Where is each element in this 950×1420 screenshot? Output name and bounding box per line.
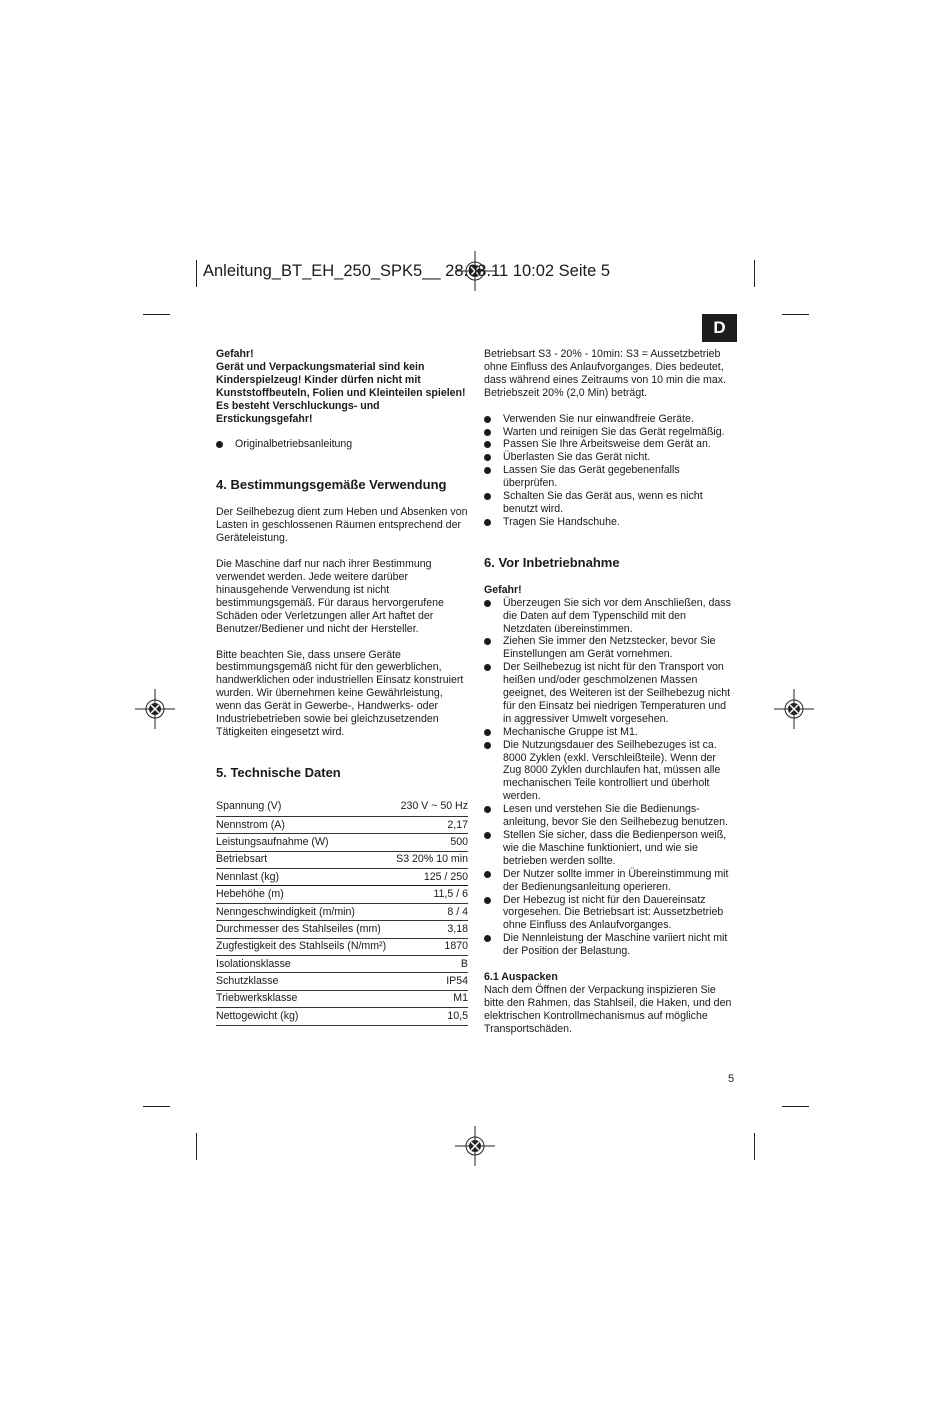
spec-label: Nenngeschwindigkeit (m/min) — [216, 903, 393, 920]
paragraph: Der Seilhebezug dient zum Heben und Absenken von Lasten in geschlossenen Räumen entsprechend der Geräteleistung. — [216, 506, 468, 545]
spec-value: 3,18 — [393, 921, 468, 938]
left-column — [216, 348, 468, 1026]
table-row — [216, 903, 468, 920]
table-row — [216, 869, 468, 886]
table-row — [216, 834, 468, 851]
spec-value: B — [393, 955, 468, 972]
list-item: Warten und reinigen Sie das Gerät regelmäßig. — [484, 426, 736, 439]
list-item: Der Seilhebezug ist nicht für den Transport von heißen und/oder geschmolzenen Massen geeignet, des Weiteren ist der Seilhebezug nicht für den Einsatz bei niedrigen Temperaturen und in aggressiver Umwelt vorgesehen. — [484, 661, 736, 726]
spec-label: Isolationsklasse — [216, 955, 393, 972]
spec-value: 10,5 — [393, 1008, 468, 1025]
spec-label: Hebehöhe (m) — [216, 886, 393, 903]
crop-mark — [143, 314, 170, 315]
subsection-heading: 6.1 Auspacken — [484, 971, 558, 984]
table-row — [216, 886, 468, 903]
warning-title: Gefahr! — [216, 348, 254, 360]
list-item: Schalten Sie das Gerät aus, wenn es nicht benutzt wird. — [484, 490, 736, 516]
section-heading: 4. Bestimmungsgemäße Verwendung — [216, 477, 447, 493]
registration-mark-icon — [774, 689, 814, 729]
spec-label: Nennstrom (A) — [216, 816, 393, 833]
warning-text: Gerät und Verpackungsmaterial sind kein Kinderspielzeug! Kinder dürfen nicht mit Kunststoffbeuteln, Folien und Kleinteilen spielen! Es besteht Verschluckungs- und Erstickungsgefahr! — [216, 360, 466, 425]
print-slug-header: Anleitung_BT_EH_250_SPK5__ 28.03.11 10:02 Seite 5 — [203, 262, 611, 280]
table-row — [216, 816, 468, 833]
technical-data-table — [216, 797, 468, 1026]
list-item: Mechanische Gruppe ist M1. — [484, 726, 736, 739]
spec-label: Leistungsaufnahme (W) — [216, 834, 393, 851]
spec-label: Schutzklasse — [216, 973, 393, 990]
registration-mark-icon — [135, 689, 175, 729]
crop-mark — [196, 1133, 197, 1160]
table-row — [216, 1008, 468, 1025]
table-row — [216, 851, 468, 868]
list-item: Tragen Sie Handschuhe. — [484, 516, 736, 529]
paragraph: Nach dem Öffnen der Verpackung inspizieren Sie bitte den Rahmen, das Stahlseil, die Haken, und den elektrischen Kontrollmechanismus auf mögliche Transportschäden. — [484, 983, 732, 1035]
list-item: Überlasten Sie das Gerät nicht. — [484, 451, 736, 464]
spec-label: Durchmesser des Stahlseiles (mm) — [216, 921, 393, 938]
crop-mark — [782, 314, 809, 315]
table-row — [216, 973, 468, 990]
bullet-list — [484, 413, 736, 529]
page-number: 5 — [728, 1073, 735, 1085]
list-item: Überzeugen Sie sich vor dem Anschließen, dass die Daten auf dem Typenschild mit den Netzdaten übereinstimmen. — [484, 597, 736, 636]
spec-value: IP54 — [393, 973, 468, 990]
table-row — [216, 955, 468, 972]
list-item: Stellen Sie sicher, dass die Bedienperson weiß, wie die Maschine funktioniert, und wie sie betrieben werden sollte. — [484, 829, 736, 868]
right-column — [484, 348, 736, 1036]
spec-value: 11,5 / 6 — [393, 886, 468, 903]
list-item: Lassen Sie das Gerät gegebenenfalls überprüfen. — [484, 464, 736, 490]
spec-value: M1 — [393, 990, 468, 1007]
spec-value: 8 / 4 — [393, 903, 468, 920]
list-item: Lesen und verstehen Sie die Bedienungs- anleitung, bevor Sie den Seilhebezug benutzen. — [484, 803, 736, 829]
list-item: Die Nennleistung der Maschine variiert nicht mit der Position der Belastung. — [484, 932, 736, 958]
language-tab: D — [702, 314, 737, 342]
crop-mark — [196, 260, 197, 287]
spec-label: Nennlast (kg) — [216, 869, 393, 886]
table-row — [216, 990, 468, 1007]
list-item: Passen Sie Ihre Arbeitsweise dem Gerät an. — [484, 438, 736, 451]
section-heading: 5. Technische Daten — [216, 764, 341, 780]
spec-value: 1870 — [393, 938, 468, 955]
bullet-list — [484, 597, 736, 958]
table-row — [216, 921, 468, 938]
list-item: Ziehen Sie immer den Netzstecker, bevor Sie Einstellungen am Gerät vornehmen. — [484, 635, 736, 661]
warning-title: Gefahr! — [484, 583, 522, 596]
registration-mark-icon — [455, 1126, 495, 1166]
section-heading: 6. Vor Inbetriebnahme — [484, 554, 620, 570]
table-row — [216, 797, 468, 817]
spec-value: 500 — [393, 834, 468, 851]
spec-label: Spannung (V) — [216, 797, 393, 817]
spec-value: 2,17 — [393, 816, 468, 833]
table-row — [216, 938, 468, 955]
spec-label: Betriebsart — [216, 851, 393, 868]
paragraph: Bitte beachten Sie, dass unsere Geräte bestimmungsgemäß nicht für den gewerblichen, handwerklichen oder industriellen Einsatz konstruiert wurden. Wir übernehmen keine Gewährleistung, wenn das Gerät in Gewerbe-, Handwerks- oder Industriebetrieben sowie bei gleichzusetzenden Tätigkeiten eingesetzt wird. — [216, 648, 464, 738]
crop-mark — [754, 260, 755, 287]
list-item: Verwenden Sie nur einwandfreie Geräte. — [484, 413, 736, 426]
crop-mark — [782, 1106, 809, 1107]
spec-value: 125 / 250 — [393, 869, 468, 886]
spec-value: 230 V ~ 50 Hz — [393, 797, 468, 817]
list-item: Der Hebezug ist nicht für den Dauereinsatz vorgesehen. Die Betriebsart ist: Aussetzbetrieb ohne Einfluss des Anlaufvorganges. — [484, 894, 736, 933]
spec-label: Nettogewicht (kg) — [216, 1008, 393, 1025]
list-item: Die Nutzungsdauer des Seilhebezuges ist ca. 8000 Zyklen (exkl. Verschleißteile). Wenn der Zug 8000 Zyklen durchlaufen hat, müssen alle mechanischen Teile kontrolliert und überholt werden. — [484, 739, 736, 804]
list-item: Originalbetriebsanleitung — [216, 438, 468, 451]
spec-value: S3 20% 10 min — [393, 851, 468, 868]
spec-label: Triebwerksklasse — [216, 990, 393, 1007]
list-item: Der Nutzer sollte immer in Übereinstimmung mit der Bedienungsanleitung operieren. — [484, 868, 736, 894]
crop-mark — [754, 1133, 755, 1160]
operation-mode-paragraph: Betriebsart S3 - 20% - 10min: S3 = Aussetzbetrieb ohne Einfluss des Anlaufvorganges. Dies bedeutet, dass während eines Zeitraums von 10 min die max. Betriebszeit 20% (2,0 Min) beträgt. — [484, 348, 727, 399]
crop-mark — [143, 1106, 170, 1107]
spec-label: Zugfestigkeit des Stahlseils (N/mm²) — [216, 938, 393, 955]
paragraph: Die Maschine darf nur nach ihrer Bestimmung verwendet werden. Jede weitere darüber hinausgehende Verwendung ist nicht bestimmungsgemäß. Für daraus hervorgerufene Schäden oder Verletzungen aller Art haftet der Benutzer/Bediener und nicht der Hersteller. — [216, 558, 444, 635]
